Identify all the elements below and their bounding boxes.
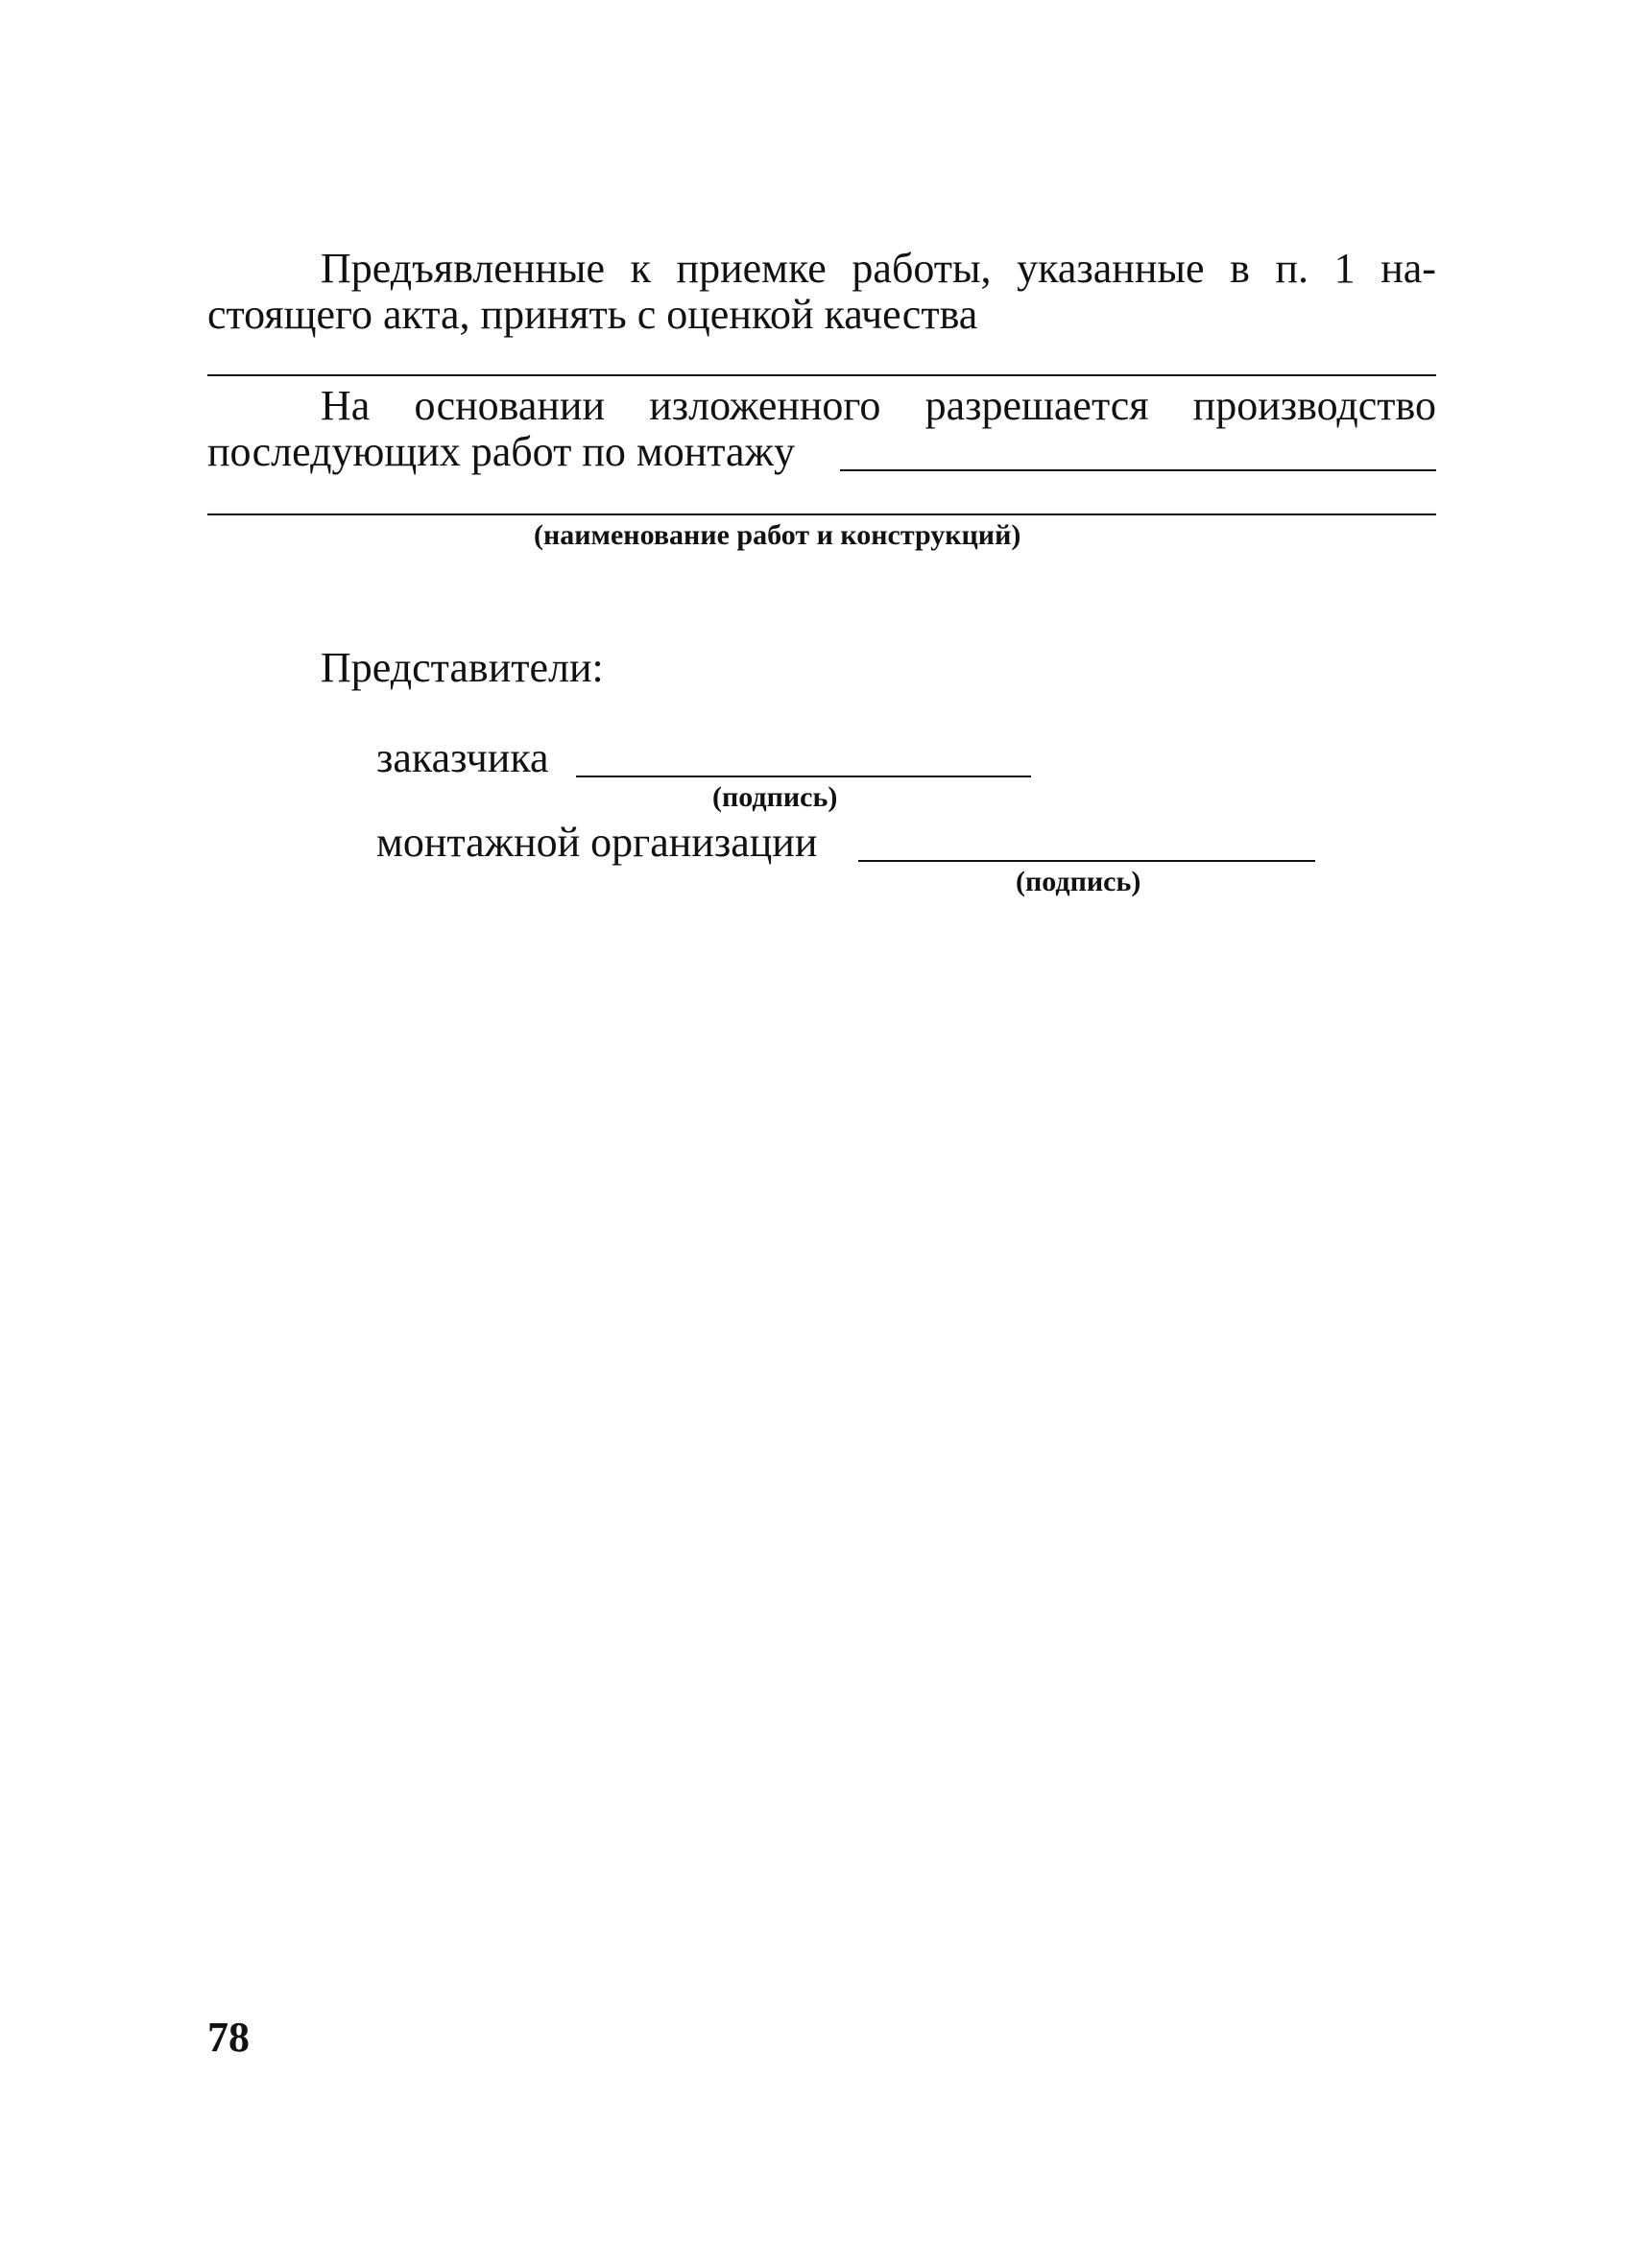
word: приемке: [676, 245, 827, 292]
paragraph-2-line-2-text: последующих работ по монтажу: [207, 428, 795, 475]
word: 1: [1333, 245, 1356, 292]
installer-signature-line: [858, 860, 1315, 862]
works-blank-line-inline: [840, 469, 1436, 471]
word: к: [630, 245, 651, 292]
word: На: [321, 382, 371, 429]
installer-label: монтажной организации: [376, 819, 818, 866]
page-number: 78: [207, 2014, 250, 2061]
quality-blank-line: [207, 374, 1436, 376]
word: производство: [1192, 382, 1436, 429]
installer-signature-caption: (подпись): [1016, 866, 1141, 897]
works-caption: (наименование работ и конструкций): [534, 519, 1021, 551]
word: в: [1230, 245, 1250, 292]
word: основании: [414, 382, 606, 429]
word: разрешается: [924, 382, 1149, 429]
word: на-: [1380, 245, 1436, 292]
paragraph-1-line-1: [321, 245, 1436, 293]
word: Предъявленные: [321, 245, 605, 292]
word: п.: [1275, 245, 1309, 292]
word: указанные: [1017, 245, 1205, 292]
works-blank-line: [207, 513, 1436, 515]
paragraph-2-line-1: [321, 382, 1436, 430]
installer-signature-row: [376, 819, 817, 867]
word: работы,: [852, 245, 992, 292]
customer-label: заказчика: [376, 734, 549, 781]
customer-signature-line: [576, 776, 1031, 777]
customer-signature-row: [376, 734, 549, 782]
representatives-heading: Представители:: [321, 644, 604, 691]
paragraph-1-line-2: стоящего акта, принять с оценкой качества: [207, 291, 978, 338]
customer-signature-caption: (подпись): [712, 781, 838, 813]
word: изложенного: [649, 382, 881, 429]
